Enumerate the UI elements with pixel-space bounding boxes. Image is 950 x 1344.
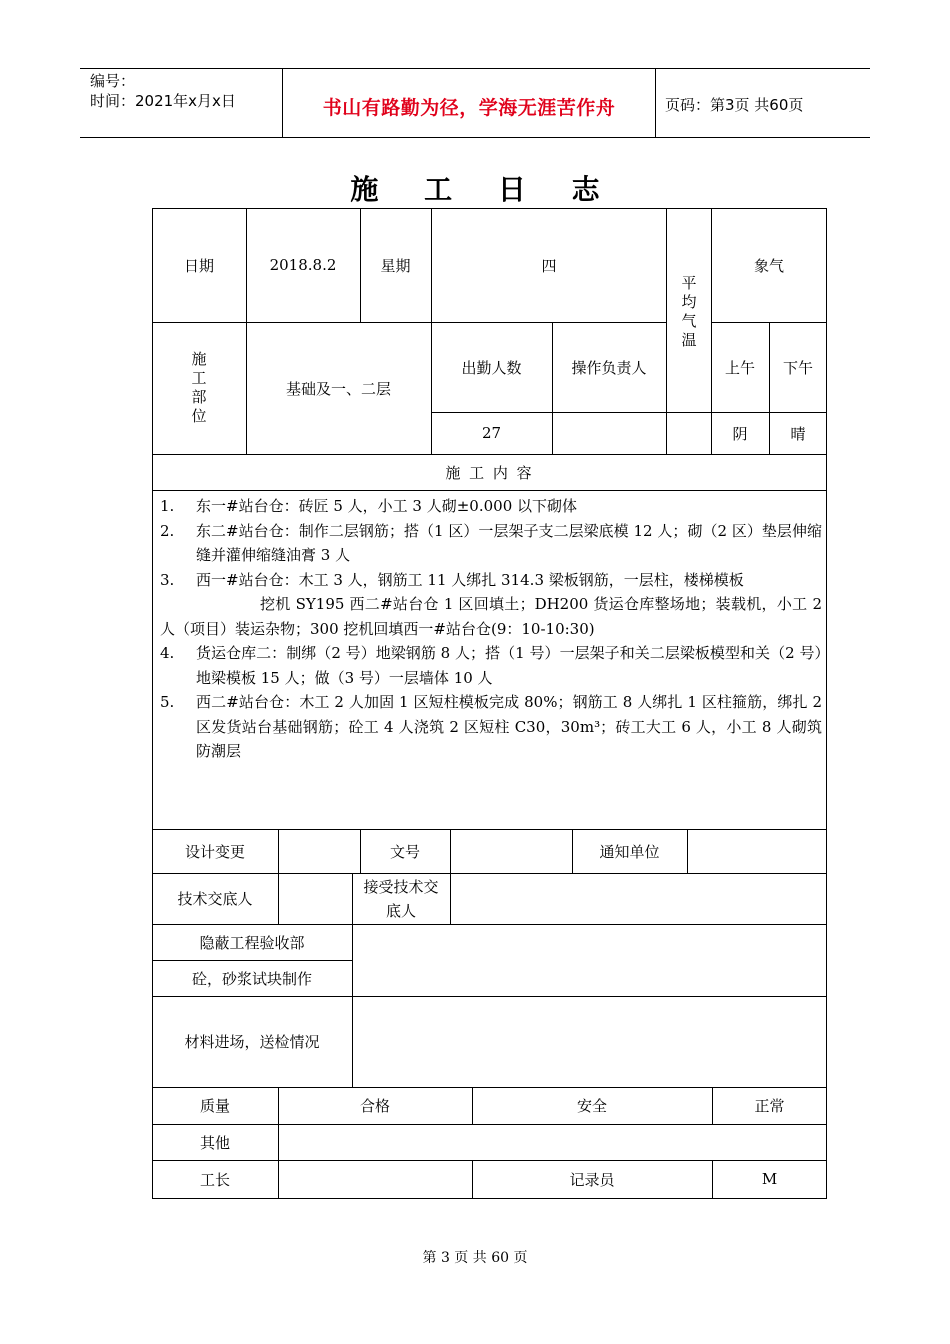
weather-label: 象气 xyxy=(753,256,784,275)
item-text: 西一#站台仓：木工 3 人，钢筋工 11 人绑扎 314.3 梁板钢筋，一层柱，楼梯模板 xyxy=(196,570,744,589)
page-label: 页码：第3页 共60页 xyxy=(665,96,804,114)
section-label xyxy=(152,322,246,454)
weekday-label: 星期 xyxy=(380,256,411,275)
item-text-continued: 挖机 SY195 西二#站台仓 1 区回填土；DH200 货运仓库整场地；装载机，小工 2 人（项目）装运杂物；300 挖机回填西一#站台仓(9：10-10:30) xyxy=(160,595,822,638)
avg-temp-label xyxy=(667,270,711,354)
time-label: 时间：2021年x月x日 xyxy=(90,92,236,110)
quality-value: 合格 xyxy=(359,1097,390,1115)
item-text: 货运仓库二：制绑（2 号）地梁钢筋 8 人；搭（1 号）一层架子和关二层梁板模型和关（2 号）地梁模板 15 人；做（3 号）一层墙体 10 人 xyxy=(196,644,822,687)
header-meta xyxy=(80,69,282,137)
attendance-value: 27 xyxy=(481,424,502,442)
recorder-label: 记录员 xyxy=(569,1170,615,1189)
avg-temp-label-text: 平均气温 xyxy=(681,274,697,349)
safety-label: 安全 xyxy=(576,1097,607,1115)
document-header xyxy=(80,68,870,138)
quality-label: 质量 xyxy=(199,1097,230,1115)
hidden-inspection-label: 隐蔽工程验收部 xyxy=(199,933,305,952)
notify-unit-label: 通知单位 xyxy=(599,842,660,861)
am-label: 上午 xyxy=(724,358,755,377)
operator-label: 操作负责人 xyxy=(571,358,647,377)
date-value: 2018.8.2 xyxy=(269,256,337,274)
header-page-cell xyxy=(655,69,870,137)
foreman-label: 工长 xyxy=(199,1170,230,1189)
header-motto-cell xyxy=(282,69,656,137)
list-item xyxy=(160,568,822,642)
tech-briefer-label: 技术交底人 xyxy=(177,890,253,908)
content-heading: 施 工 内 容 xyxy=(445,463,534,482)
material-entry-label: 材料进场，送检情况 xyxy=(184,1033,320,1051)
pm-label: 下午 xyxy=(782,358,813,377)
section-label-text: 施工部位 xyxy=(191,350,207,425)
recorder-value: M xyxy=(761,1170,778,1188)
section-value: 基础及一、二层 xyxy=(285,379,391,398)
item-text: 东二#站台仓：制作二层钢筋；搭（1 区）一层架子支二层梁底模 12 人；砌（2 区）垫层伸缩缝并灌伸缩缝油膏 3 人 xyxy=(196,521,822,564)
page-footer: 第 3 页 共 60 页 xyxy=(422,1250,528,1266)
pm-weather: 晴 xyxy=(790,424,806,443)
item-text: 东一#站台仓：砖匠 5 人，小工 3 人砌±0.000 以下砌体 xyxy=(196,497,578,515)
item-text: 西二#站台仓：木工 2 人加固 1 区短柱模板完成 80%；钢筋工 8 人绑扎 1 区柱箍筋，绑扎 2 区发货站台基础钢筋；砼工 4 人浇筑 2 区短柱 C30，30m³；砖工大工 6 人，小工 8 人砌筑防潮层 xyxy=(196,693,822,760)
am-weather: 阴 xyxy=(732,424,748,443)
safety-value: 正常 xyxy=(754,1097,785,1115)
date-label: 日期 xyxy=(183,256,214,275)
work-content-list xyxy=(160,494,822,764)
other-label: 其他 xyxy=(199,1133,230,1152)
item-number: 5. xyxy=(160,693,175,711)
motto: 书山有路勤为径，学海无涯苦作舟 xyxy=(322,97,616,119)
list-item xyxy=(160,519,822,568)
construction-log-table xyxy=(152,208,827,1199)
list-item xyxy=(160,641,822,690)
mortar-test-label: 砼，砂浆试块制作 xyxy=(191,969,312,988)
attendance-label: 出勤人数 xyxy=(461,358,522,377)
item-number: 3. xyxy=(160,570,175,589)
weekday-value: 四 xyxy=(541,256,557,275)
list-item xyxy=(160,690,822,764)
item-number: 1. xyxy=(160,497,175,515)
item-number: 2. xyxy=(160,521,175,540)
item-number: 4. xyxy=(160,644,175,662)
list-item xyxy=(160,494,822,519)
tech-receiver-label: 接受技术交底人 xyxy=(363,877,439,920)
doc-no-label: 文号 xyxy=(389,842,420,861)
design-change-label: 设计变更 xyxy=(184,842,245,861)
code-label: 编号： xyxy=(90,72,136,90)
page-title: 施 工 日 志 xyxy=(350,173,618,206)
